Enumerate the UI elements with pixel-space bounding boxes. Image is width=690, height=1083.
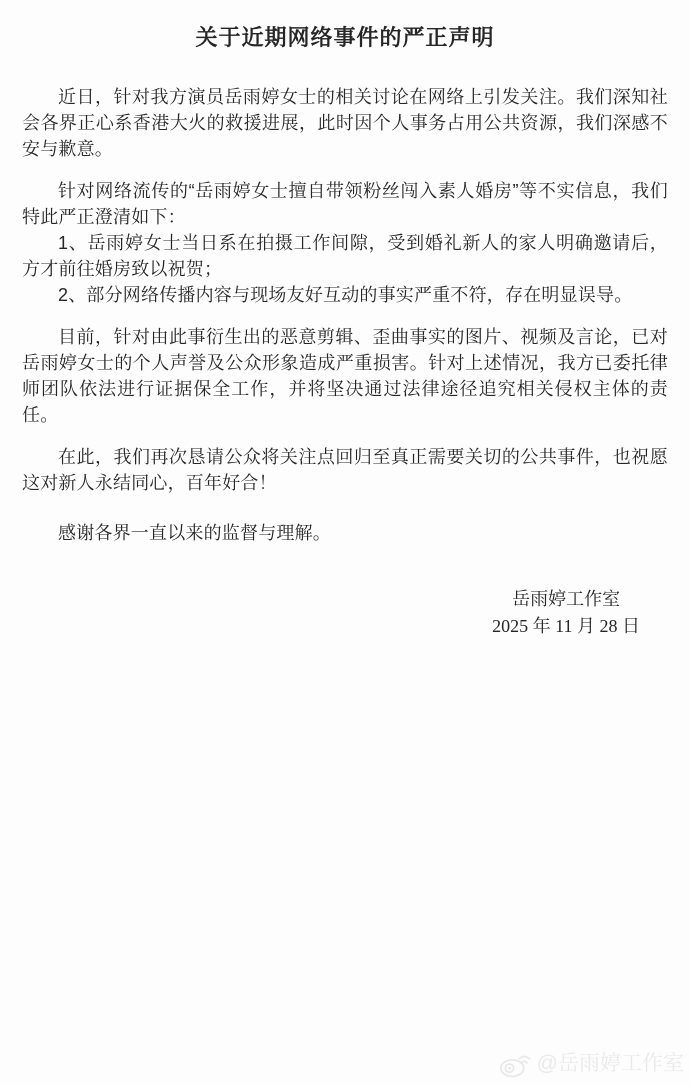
statement-paragraph: 目前，针对由此事衍生出的恶意剪辑、歪曲事实的图片、视频及言论，已对岳雨婷女士的个人声誉及公众形象造成严重损害。针对上述情况，我方已委托律师团队依法进行证据保全工作，并将坚决通过法律途径追究相关侵权主体的责任。 bbox=[22, 327, 668, 425]
weibo-icon bbox=[499, 1050, 532, 1078]
statement-paragraph: 感谢各界一直以来的监督与理解。 bbox=[58, 523, 331, 543]
signature-date: 2025 年 11 月 28 日 bbox=[492, 616, 640, 636]
watermark-handle: @岳雨婷工作室 bbox=[536, 1052, 684, 1075]
statement-paragraph: 近日，针对我方演员岳雨婷女士的相关讨论在网络上引发关注。我们深知社会各界正心系香港大火的救援进展，此时因个人事务占用公共资源，我们深感不安与歉意。 bbox=[22, 87, 668, 159]
signature-block bbox=[22, 586, 668, 640]
watermark bbox=[499, 1049, 684, 1079]
statement-body bbox=[22, 84, 668, 546]
statement-title: 关于近期网络事件的严正声明 bbox=[195, 25, 495, 50]
statement-paragraph: 在此，我们再次恳请公众将关注点回归至真正需要关切的公共事件，也祝愿这对新人永结同心，百年好合！ bbox=[22, 447, 668, 493]
signature-inner bbox=[492, 586, 640, 640]
statement-paragraph: 2、部分网络传播内容与现场友好互动的事实严重不符，存在明显误导。 bbox=[58, 285, 633, 305]
statement-paragraph: 1、岳雨婷女士当日系在拍摄工作间隙，受到婚礼新人的家人明确邀请后，方才前往婚房致以祝贺； bbox=[22, 233, 668, 279]
signature-name: 岳雨婷工作室 bbox=[512, 589, 621, 609]
statement-paragraph: 针对网络流传的“岳雨婷女士擅自带领粉丝闯入素人婚房”等不实信息，我们特此严正澄清如下： bbox=[22, 181, 668, 227]
